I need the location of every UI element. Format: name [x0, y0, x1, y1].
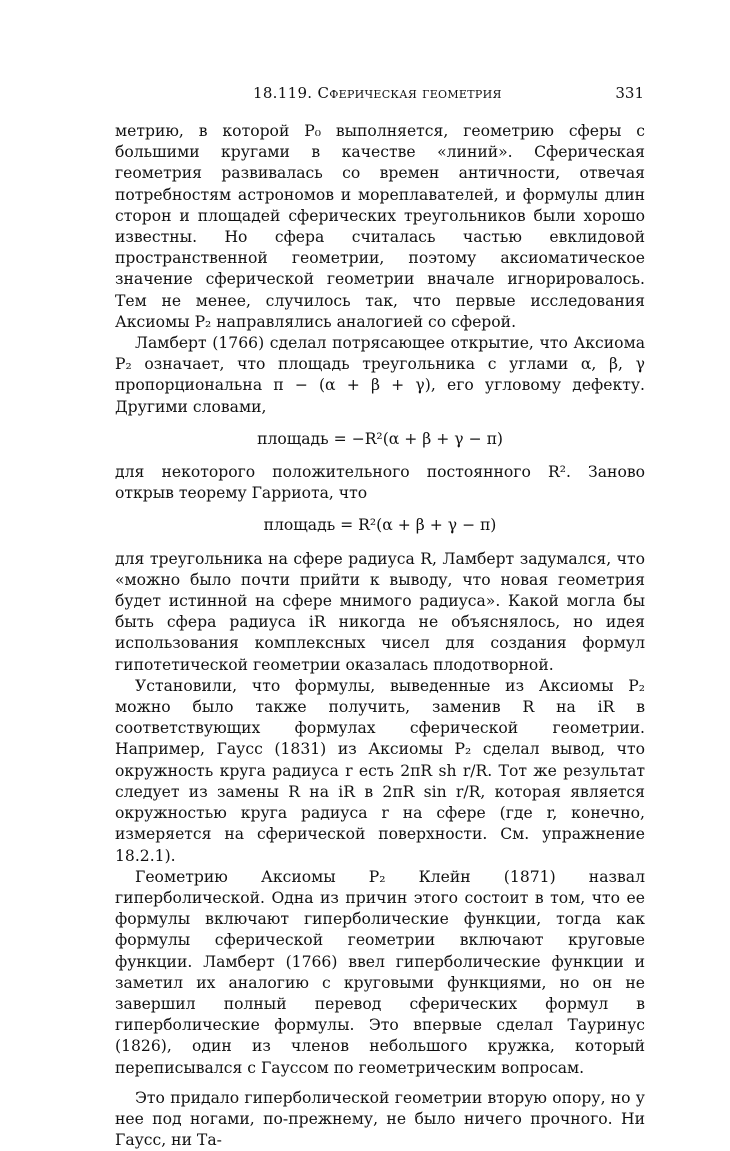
paragraph-5: Установили, что формулы, выведенные из Аксиомы P₂ можно было также получить, заменив R на iR в соответствующих формулах сферической геометрии. Например, Гаусс (1831) из Аксиомы P₂ сделал вывод, что окружность круга радиуса r есть 2πR sh r/R. Тот же результат следует из замены R на iR в 2πR sin r/R, которая является окружностью круга радиуса r на сфере (где r, конечно, измеряется на сферической поверхности. См. упражнение 18.2.1). — [115, 676, 645, 865]
paragraph-3: для некоторого положительного постоянного R². Заново открыв теорему Гарриота, что — [115, 463, 645, 503]
header-title — [253, 84, 502, 102]
paragraph-gap — [115, 1079, 645, 1088]
section-title: Сферическая геометрия — [317, 84, 502, 102]
paragraph-7: Это придало гиперболической геометрии вторую опору, но у нее под ногами, по-прежнему, не было ничего прочного. Ни Гаусс, ни Та- — [115, 1088, 645, 1150]
page-body — [115, 121, 645, 1151]
paragraph-4: для треугольника на сфере радиуса R, Ламберт задумался, что «можно было почти прийти к выводу, что новая геометрия будет истинной на сфере мнимого радиуса». Какой могла бы быть сфера радиуса iR никогда не объяснялось, но идея использования комплексных чисел для создания формул гипотетической геометрии оказалась плодотворной. — [115, 549, 645, 674]
area-formula-hyperbolic: площадь = −R²(α + β + γ − π) — [257, 429, 503, 448]
book-page — [115, 78, 645, 1150]
section-number: 18.119. — [253, 84, 313, 102]
running-header — [115, 78, 645, 108]
paragraph-1: метрию, в которой P₀ выполняется, геометрию сферы с большими кругами в качестве «линий». Сферическая геометрия развивалась со времен античности, отвечая потребностям астрономов и мореплавателей, и формулы длин сторон и площадей сферических треугольников были хорошо известны. Но сфера считалась частью евклидовой пространственной геометрии, поэтому аксиоматическое значение сферической геометрии вначале игнорировалось. Тем не менее, случилось так, что первые исследования Аксиомы P₂ направлялись аналогией со сферой. — [115, 122, 645, 331]
area-formula-spherical: площадь = R²(α + β + γ − π) — [263, 516, 497, 535]
paragraph-6: Геометрию Аксиомы P₂ Клейн (1871) назвал гиперболической. Одна из причин этого состоит в том, что ее формулы включают гиперболические функции, тогда как формулы сферической геометрии включают круговые функции. Ламберт (1766) ввел гиперболические функции и заметил их аналогию с круговыми функциями, но он не завершил полный перевод сферических формул в гиперболические формулы. Это впервые сделал Тауринус (1826), один из членов небольшого кружка, который переписывался с Гауссом по геометрическим вопросам. — [115, 867, 645, 1077]
page-number: 331 — [615, 84, 644, 102]
paragraph-2: Ламберт (1766) сделал потрясающее открытие, что Аксиома P₂ означает, что площадь треугольника с углами α, β, γ пропорциональна π − (α + β + γ), его угловому дефекту. Другими словами, — [115, 334, 645, 416]
